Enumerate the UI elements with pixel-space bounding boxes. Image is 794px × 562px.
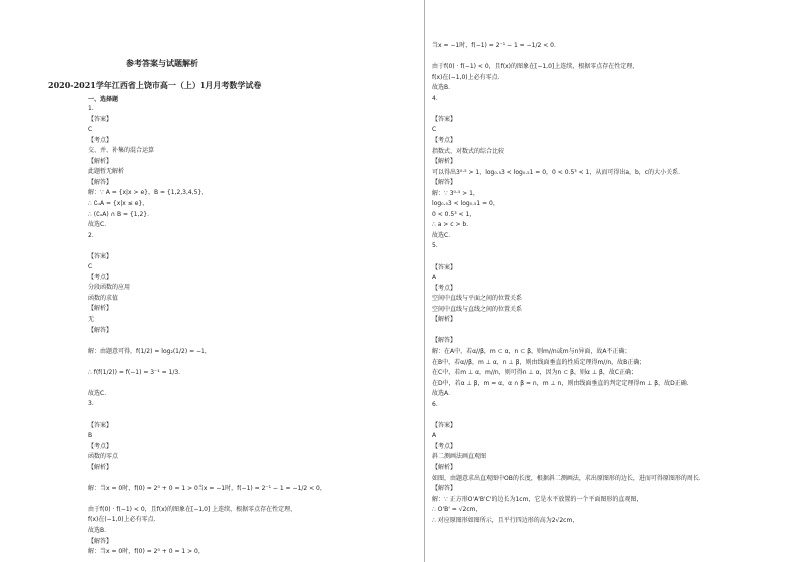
text-line: 由于f(0) · f(−1) < 0，且f(x)的图象在[−1,0]上连续，根据零点存在性定理，: [432, 63, 639, 71]
text-line: 在D中，若α ⊥ β，m = α，α ∩ β = n，m ⊥ n，则由线面垂直的判定定理得m ⊥ β，故D正确．: [432, 379, 693, 387]
text-line: A: [432, 432, 437, 440]
text-line: 【答案】: [432, 115, 457, 123]
text-line: 解：当x = 0时，f(0) = 2⁰ + 0 = 1 > 0当x = −1时，f(−1) = 2⁻¹ − 1 = −1/2 < 0，: [88, 484, 326, 492]
text-line: 故选C．: [432, 231, 455, 239]
text-line: 【考点】: [88, 442, 113, 450]
text-line: 【答案】: [88, 421, 113, 429]
text-line: 【答案】: [88, 115, 113, 123]
text-line: 解：在A中，若α//β，m ⊂ α，n ⊂ β，则m//n或m与n异面，故A不正确；: [432, 347, 631, 355]
text-line: ∴ ∁ᵤA = {x|x ≤ e}，: [88, 199, 149, 207]
text-line: ∴ 对应原图形如图所示，且平行四边形的高为2√2cm，: [432, 516, 579, 524]
text-line: 斜二测画法画直观图: [432, 453, 487, 461]
text-line: ∴ a > c > b．: [432, 221, 473, 229]
text-line: 函数的求值: [88, 294, 119, 302]
text-line: 3.: [88, 400, 94, 408]
text-line: 交、并、补集的混合运算: [88, 147, 155, 155]
text-line: 6.: [432, 400, 438, 408]
text-line: 故选C．: [88, 221, 111, 229]
text-line: 【解析】: [88, 305, 113, 313]
text-line: 【解析】: [432, 464, 457, 471]
text-line: 【考点】: [88, 136, 113, 144]
text-line: 【考点】: [432, 136, 457, 144]
doc-subtitle: 2020-2021学年江西省上饶市高一（上）1月月考数学试卷: [48, 80, 262, 90]
text-line: 0 < 0.5³ < 1，: [432, 210, 476, 218]
text-line: 当x = −1时，f(−1) = 2⁻¹ − 1 = −1/2 < 0．: [432, 42, 560, 49]
text-line: 【解答】: [432, 179, 457, 187]
text-line: 1.: [88, 105, 94, 112]
text-line: 故选B．: [432, 84, 455, 92]
text-line: 5.: [432, 242, 438, 250]
text-line: 【解答】: [432, 337, 457, 345]
text-line: 【解析】: [88, 463, 113, 471]
text-line: 【解答】: [88, 326, 113, 334]
text-line: 4.: [432, 94, 438, 102]
text-line: 【解答】: [432, 485, 457, 493]
text-line: f(x)在(−1,0)上必有零点．: [432, 73, 504, 81]
section-heading: 一、选择题: [88, 96, 119, 103]
text-line: 故选C．: [88, 389, 111, 397]
doc-title: 参考答案与试题解析: [126, 58, 198, 68]
text-line: 【答案】: [432, 421, 457, 429]
text-line: 【解析】: [432, 158, 457, 166]
text-line: 2.: [88, 231, 94, 239]
text-line: 无: [88, 316, 95, 323]
text-line: 【解答】: [88, 178, 113, 186]
text-line: ∴ f(f(1/2)) = f(−1) = 3⁻¹ = 1/3．: [88, 368, 185, 376]
text-line: 如图，由题意求出直观图中OB的长度，根据斜二测画法，求出原图形的边长，进而可得原图形的周长．: [432, 474, 705, 482]
text-line: 空间中直线与直线之间的位置关系: [432, 305, 523, 313]
text-line: 故选B．: [88, 527, 111, 534]
text-line: ∴ (∁ᵤA) ∩ B = {1,2}．: [88, 210, 154, 218]
text-line: 指数式、对数式的综合比较: [432, 147, 505, 155]
text-line: ∴ O'B' = √2cm，: [432, 506, 482, 514]
text-line: 此题暂无解析: [88, 168, 125, 176]
text-line: 【答案】: [88, 252, 113, 260]
text-line: B: [88, 432, 93, 440]
text-line: 【解答】: [88, 537, 113, 545]
text-line: 函数的零点: [88, 453, 119, 461]
text-line: 空间中直线与平面之间的位置关系: [432, 295, 523, 303]
text-line: C: [88, 126, 93, 134]
text-line: 【答案】: [432, 263, 457, 271]
text-line: 由于f(0) · f(−1) < 0，且f(x)的图象在[−1,0] 上连续，根据零点存在性定理，: [88, 505, 297, 513]
text-line: f(x)在(−1,0)上必有零点．: [88, 516, 160, 524]
text-line: C: [88, 263, 93, 271]
text-line: 【解析】: [88, 157, 113, 165]
text-line: 解：由题意可得，f(1/2) = log₂(1/2) = −1，: [88, 347, 211, 355]
text-line: 在C中，若m ⊥ α，m//n，则可得n ⊥ α，因为n ⊂ β，则α ⊥ β，故C正确；: [432, 369, 638, 377]
text-line: 解：∵ A = {x|x > e}，B = {1,2,3,4,5}，: [88, 189, 208, 197]
text-line: 可以得出3⁰·⁵ > 1，log₀.₅3 < log₀.₅1 = 0，0 < 0.5³ < 1，从而可得出a，b，c的大小关系．: [432, 168, 685, 176]
text-line: 【考点】: [88, 273, 113, 281]
text-line: 解：当x = 0时，f(0) = 2⁰ + 0 = 1 > 0，: [88, 548, 204, 556]
text-line: 解：∵ 3⁰·⁵ > 1，: [432, 189, 479, 197]
text-line: A: [432, 274, 437, 282]
text-line: 在B中，若α//β，m ⊥ α，n ⊥ β，则由线面垂直的性质定理得m//n，故B正确；: [432, 358, 646, 366]
text-line: 【解析】: [432, 316, 457, 324]
text-line: 解：∵ 正方形O'A'B'C'的边长为1cm，它是水平放置的一个平面图形的直观图，: [432, 495, 643, 503]
page-divider: [424, 0, 425, 562]
text-line: 故选A．: [432, 390, 455, 398]
text-line: C: [432, 126, 437, 134]
text-line: 【考点】: [432, 284, 457, 292]
text-line: 分段函数的应用: [88, 284, 131, 292]
text-line: 【考点】: [432, 442, 457, 450]
text-line: log₀.₅3 < log₀.₅1 = 0，: [432, 200, 499, 208]
